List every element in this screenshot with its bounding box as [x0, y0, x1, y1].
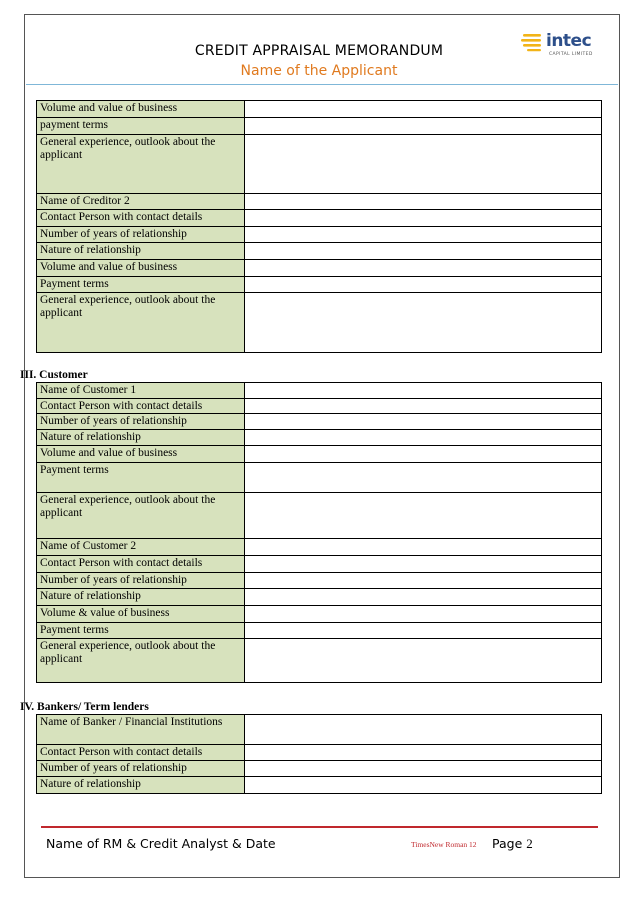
row-label: Payment terms: [37, 277, 245, 293]
row-label: payment terms: [37, 118, 245, 135]
footer-font-note: TimesNew Roman 12: [411, 840, 477, 849]
row-label: Nature of relationship: [37, 430, 245, 446]
value-cell[interactable]: [245, 715, 602, 745]
value-cell[interactable]: [245, 463, 602, 493]
value-cell[interactable]: [245, 243, 602, 260]
logo-text: intec: [546, 31, 592, 51]
row-label: Number of years of relationship: [37, 414, 245, 430]
value-cell[interactable]: [245, 383, 602, 399]
section-bankers-heading: IV. Bankers/ Term lenders: [20, 701, 149, 713]
value-cell[interactable]: [245, 101, 602, 118]
document-title: CREDIT APPRAISAL MEMORANDUM: [194, 43, 444, 59]
page-label: Page: [492, 836, 527, 851]
row-label: Contact Person with contact details: [37, 556, 245, 573]
row-label: Volume and value of business: [37, 260, 245, 277]
row-label: General experience, outlook about the applicant: [37, 293, 245, 353]
footer-divider: [41, 826, 598, 828]
value-cell[interactable]: [245, 623, 602, 639]
bankers-table: [36, 714, 602, 794]
value-cell[interactable]: [245, 446, 602, 463]
value-cell[interactable]: [245, 589, 602, 606]
value-cell[interactable]: [245, 277, 602, 293]
row-label: General experience, outlook about the applicant: [37, 493, 245, 539]
logo-mark-icon: [521, 31, 547, 53]
row-label: Nature of relationship: [37, 243, 245, 260]
value-cell[interactable]: [245, 493, 602, 539]
page-number-value: 2: [526, 836, 533, 851]
row-label: Number of years of relationship: [37, 227, 245, 243]
value-cell[interactable]: [245, 227, 602, 243]
row-label: General experience, outlook about the applicant: [37, 639, 245, 683]
row-label: Number of years of relationship: [37, 573, 245, 589]
value-cell[interactable]: [245, 556, 602, 573]
value-cell[interactable]: [245, 399, 602, 414]
creditor-table: [36, 100, 602, 353]
row-label: Name of Banker / Financial Institutions: [37, 715, 245, 745]
value-cell[interactable]: [245, 135, 602, 194]
row-label: General experience, outlook about the applicant: [37, 135, 245, 194]
row-label: Volume and value of business: [37, 101, 245, 118]
customer-table: [36, 382, 602, 683]
row-label: Number of years of relationship: [37, 761, 245, 777]
company-logo: [521, 31, 601, 63]
row-label: Volume & value of business: [37, 606, 245, 623]
value-cell[interactable]: [245, 761, 602, 777]
row-label: Payment terms: [37, 463, 245, 493]
value-cell[interactable]: [245, 260, 602, 277]
row-label: Name of Creditor 2: [37, 194, 245, 210]
row-label: Name of Customer 1: [37, 383, 245, 399]
applicant-name: Name of the Applicant: [240, 63, 398, 79]
value-cell[interactable]: [245, 573, 602, 589]
row-label: Contact Person with contact details: [37, 745, 245, 761]
header-divider: [26, 84, 618, 85]
value-cell[interactable]: [245, 210, 602, 227]
value-cell[interactable]: [245, 194, 602, 210]
section-customer-heading: III. Customer: [20, 369, 88, 381]
value-cell[interactable]: [245, 414, 602, 430]
row-label: Payment terms: [37, 623, 245, 639]
logo-tagline: CAPITAL LIMITED: [549, 52, 593, 57]
value-cell[interactable]: [245, 430, 602, 446]
value-cell[interactable]: [245, 293, 602, 353]
value-cell[interactable]: [245, 639, 602, 683]
row-label: Volume and value of business: [37, 446, 245, 463]
page-number: [492, 836, 533, 852]
row-label: Name of Customer 2: [37, 539, 245, 556]
row-label: Contact Person with contact details: [37, 210, 245, 227]
value-cell[interactable]: [245, 777, 602, 794]
value-cell[interactable]: [245, 745, 602, 761]
row-label: Contact Person with contact details: [37, 399, 245, 414]
row-label: Nature of relationship: [37, 589, 245, 606]
value-cell[interactable]: [245, 118, 602, 135]
footer-analyst-label: Name of RM & Credit Analyst & Date: [46, 836, 276, 851]
value-cell[interactable]: [245, 539, 602, 556]
row-label: Nature of relationship: [37, 777, 245, 794]
value-cell[interactable]: [245, 606, 602, 623]
